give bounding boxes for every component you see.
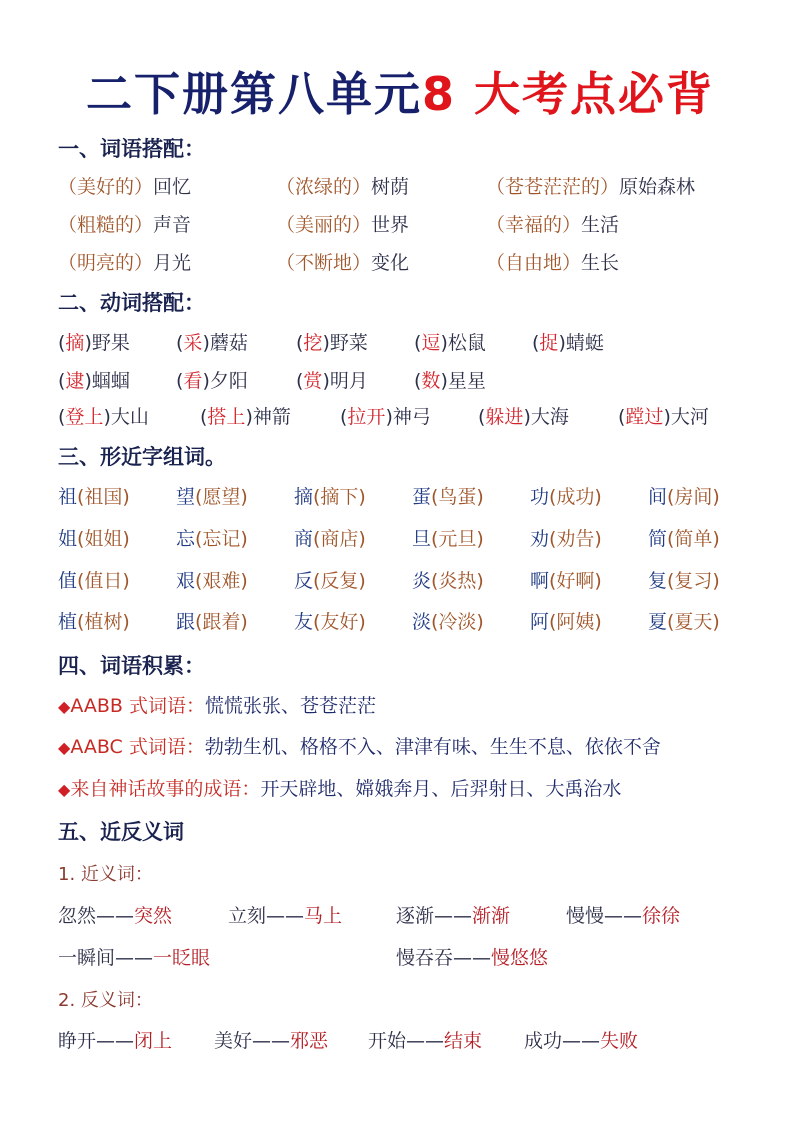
accumulation-words: 勃勃生机、格格不入、津津有味、生生不息、依依不舍 (204, 736, 661, 758)
modifier: （苍苍茫茫的） (486, 176, 620, 198)
paren: ) (440, 332, 448, 354)
paren: ( (200, 406, 208, 428)
verb: 挖 (303, 332, 323, 354)
word-a: 美好 (214, 1030, 253, 1052)
dash: —— (96, 905, 135, 927)
collocation-row-2 (58, 210, 780, 240)
modifier: （幸福的） (486, 214, 582, 236)
word-b: 一眨眼 (153, 947, 211, 969)
noun: 月光 (153, 252, 192, 274)
accumulation-label: AABC 式词语： (70, 736, 205, 758)
character: 友 (294, 611, 314, 633)
paren: ) (103, 406, 111, 428)
compound-word: (植树) (77, 611, 130, 633)
word-a: 忽然 (58, 905, 97, 927)
character: 忘 (176, 528, 196, 550)
paren: ( (296, 370, 304, 392)
character: 简 (648, 528, 668, 550)
section-4-heading: 四、词语积累： (58, 654, 205, 678)
paren: ) (84, 370, 92, 392)
paren: ) (440, 370, 448, 392)
compound-word: (摘下) (313, 486, 366, 508)
compound-word: (跟着) (195, 611, 248, 633)
paren: ( (532, 332, 540, 354)
compound-word: (成功) (549, 486, 602, 508)
character: 跟 (176, 611, 196, 633)
compound-word: (姐姐) (77, 528, 130, 550)
noun: 世界 (371, 214, 410, 236)
object: 蝈蝈 (91, 370, 130, 392)
compound-word: (好啊) (549, 570, 602, 592)
section-2-heading: 二、动词搭配： (58, 291, 205, 315)
compound-word: (忘记) (195, 528, 248, 550)
compound-word: (夏天) (667, 611, 720, 633)
verb: 采 (183, 332, 203, 354)
compound-word: (阿姨) (549, 611, 602, 633)
word-a: 成功 (524, 1030, 563, 1052)
object: 夕阳 (209, 370, 248, 392)
character: 间 (648, 486, 668, 508)
character: 夏 (648, 611, 668, 633)
paren: ( (414, 370, 422, 392)
compound-word: (鸟蛋) (431, 486, 484, 508)
paren: ( (618, 406, 626, 428)
dash: —— (604, 905, 643, 927)
compound-word: (反复) (313, 570, 366, 592)
collocation-row-3 (58, 248, 780, 278)
paren: ( (176, 370, 184, 392)
modifier: （不断地） (276, 252, 372, 274)
diamond-bullet-icon: ◆ (58, 697, 71, 716)
verb: 搭上 (207, 406, 246, 428)
verb: 拉开 (347, 406, 386, 428)
char-row-2 (58, 524, 780, 554)
word-a: 睁开 (58, 1030, 97, 1052)
verb: 赏 (303, 370, 323, 392)
modifier: （美好的） (58, 176, 154, 198)
antonym-label: 2. 反义词： (58, 990, 153, 1011)
character: 反 (294, 570, 314, 592)
dash: —— (96, 1030, 135, 1052)
dash: —— (453, 947, 492, 969)
paren: ) (202, 332, 210, 354)
modifier: （明亮的） (58, 252, 154, 274)
char-row-3 (58, 566, 780, 596)
verb: 登上 (65, 406, 104, 428)
paren: ) (322, 332, 330, 354)
dash: —— (406, 1030, 445, 1052)
dash: —— (252, 1030, 291, 1052)
character: 淡 (412, 611, 432, 633)
character: 摘 (294, 486, 314, 508)
diamond-bullet-icon: ◆ (58, 780, 71, 799)
noun: 生活 (581, 214, 620, 236)
character: 炎 (412, 570, 432, 592)
verb: 蹚过 (625, 406, 664, 428)
accumulation-words: 开天辟地、嫦娥奔月、后羿射日、大禹治水 (260, 778, 622, 800)
character: 祖 (58, 486, 78, 508)
word-b: 徐徐 (642, 905, 681, 927)
char-row-1 (58, 482, 780, 512)
antonym-row (58, 1026, 780, 1056)
paren: ( (58, 332, 66, 354)
compound-word: (商店) (313, 528, 366, 550)
compound-word: (房间) (667, 486, 720, 508)
object: 大海 (530, 406, 569, 428)
word-a: 慢慢 (566, 905, 605, 927)
accumulation-label: AABB 式词语： (70, 695, 205, 717)
verb-row-1 (58, 328, 780, 358)
accumulation-line-1 (58, 691, 376, 718)
dash: —— (434, 905, 473, 927)
section-5-heading: 五、近反义词 (58, 820, 184, 844)
word-b: 邪恶 (290, 1030, 329, 1052)
word-a: 逐渐 (396, 905, 435, 927)
verb-row-2 (58, 366, 780, 396)
object: 松鼠 (447, 332, 486, 354)
modifier: （粗糙的） (58, 214, 154, 236)
word-b: 渐渐 (472, 905, 511, 927)
word-a: 开始 (368, 1030, 407, 1052)
compound-word: (炎热) (431, 570, 484, 592)
word-b: 突然 (134, 905, 173, 927)
compound-word: (愿望) (195, 486, 248, 508)
dash: —— (562, 1030, 601, 1052)
character: 商 (294, 528, 314, 550)
dash: —— (115, 947, 154, 969)
character: 啊 (530, 570, 550, 592)
compound-word: (友好) (313, 611, 366, 633)
section-3-heading: 三、形近字组词。 (58, 445, 226, 469)
accumulation-words: 慌慌张张、苍苍茫茫 (204, 695, 376, 717)
object: 大河 (670, 406, 709, 428)
accumulation-line-2 (58, 732, 661, 759)
character: 旦 (412, 528, 432, 550)
paren: ( (176, 332, 184, 354)
noun: 声音 (153, 214, 192, 236)
object: 蜻蜓 (565, 332, 604, 354)
object: 大山 (110, 406, 149, 428)
paren: ( (340, 406, 348, 428)
title-main: 二下册第八单元 (85, 67, 422, 121)
modifier: （浓绿的） (276, 176, 372, 198)
object: 明月 (329, 370, 368, 392)
diamond-bullet-icon: ◆ (58, 738, 71, 757)
verb: 躲进 (485, 406, 524, 428)
paren: ) (558, 332, 566, 354)
character: 望 (176, 486, 196, 508)
character: 值 (58, 570, 78, 592)
verb: 摘 (65, 332, 85, 354)
page-title (0, 58, 800, 124)
compound-word: (艰难) (195, 570, 248, 592)
noun: 生长 (581, 252, 620, 274)
char-row-4 (58, 607, 780, 637)
paren: ( (414, 332, 422, 354)
accumulation-line-3 (58, 774, 621, 801)
compound-word: (祖国) (77, 486, 130, 508)
character: 复 (648, 570, 668, 592)
synonym-row-2 (58, 943, 780, 973)
word-a: 一瞬间 (58, 947, 116, 969)
accumulation-label: 来自神话故事的成语： (70, 778, 261, 800)
section-1-heading: 一、词语搭配： (58, 137, 205, 161)
modifier: （美丽的） (276, 214, 372, 236)
synonym-row-1 (58, 901, 780, 931)
paren: ) (385, 406, 393, 428)
noun: 原始森林 (619, 176, 696, 198)
compound-word: (值日) (77, 570, 130, 592)
compound-word: (劝告) (549, 528, 602, 550)
character: 功 (530, 486, 550, 508)
paren: ( (478, 406, 486, 428)
compound-word: (简单) (667, 528, 720, 550)
noun: 树荫 (371, 176, 410, 198)
verb: 捉 (539, 332, 559, 354)
paren: ) (523, 406, 531, 428)
verb-row-3 (58, 402, 780, 432)
object: 蘑菇 (209, 332, 248, 354)
word-a: 立刻 (228, 905, 267, 927)
character: 姐 (58, 528, 78, 550)
word-a: 慢吞吞 (396, 947, 454, 969)
noun: 变化 (371, 252, 410, 274)
object: 野果 (91, 332, 130, 354)
word-b: 慢悠悠 (491, 947, 549, 969)
paren: ( (58, 406, 66, 428)
paren: ) (322, 370, 330, 392)
character: 蛋 (412, 486, 432, 508)
character: 植 (58, 611, 78, 633)
paren: ( (296, 332, 304, 354)
object: 野菜 (329, 332, 368, 354)
compound-word: (冷淡) (431, 611, 484, 633)
verb: 看 (183, 370, 203, 392)
verb: 逮 (65, 370, 85, 392)
paren: ) (202, 370, 210, 392)
object: 神箭 (252, 406, 291, 428)
paren: ) (84, 332, 92, 354)
title-highlight: 8 大考点必背 (421, 67, 715, 121)
synonym-label: 1. 近义词： (58, 864, 153, 885)
compound-word: (复习) (667, 570, 720, 592)
character: 阿 (530, 611, 550, 633)
compound-word: (元旦) (431, 528, 484, 550)
collocation-row-1 (58, 172, 780, 202)
noun: 回忆 (153, 176, 192, 198)
word-b: 马上 (304, 905, 343, 927)
paren: ) (663, 406, 671, 428)
object: 星星 (447, 370, 486, 392)
word-b: 结束 (444, 1030, 483, 1052)
verb: 逗 (421, 332, 441, 354)
object: 神弓 (392, 406, 431, 428)
character: 劝 (530, 528, 550, 550)
character: 艰 (176, 570, 196, 592)
verb: 数 (421, 370, 441, 392)
dash: —— (266, 905, 305, 927)
paren: ) (245, 406, 253, 428)
word-b: 闭上 (134, 1030, 173, 1052)
paren: ( (58, 370, 66, 392)
modifier: （自由地） (486, 252, 582, 274)
word-b: 失败 (600, 1030, 639, 1052)
